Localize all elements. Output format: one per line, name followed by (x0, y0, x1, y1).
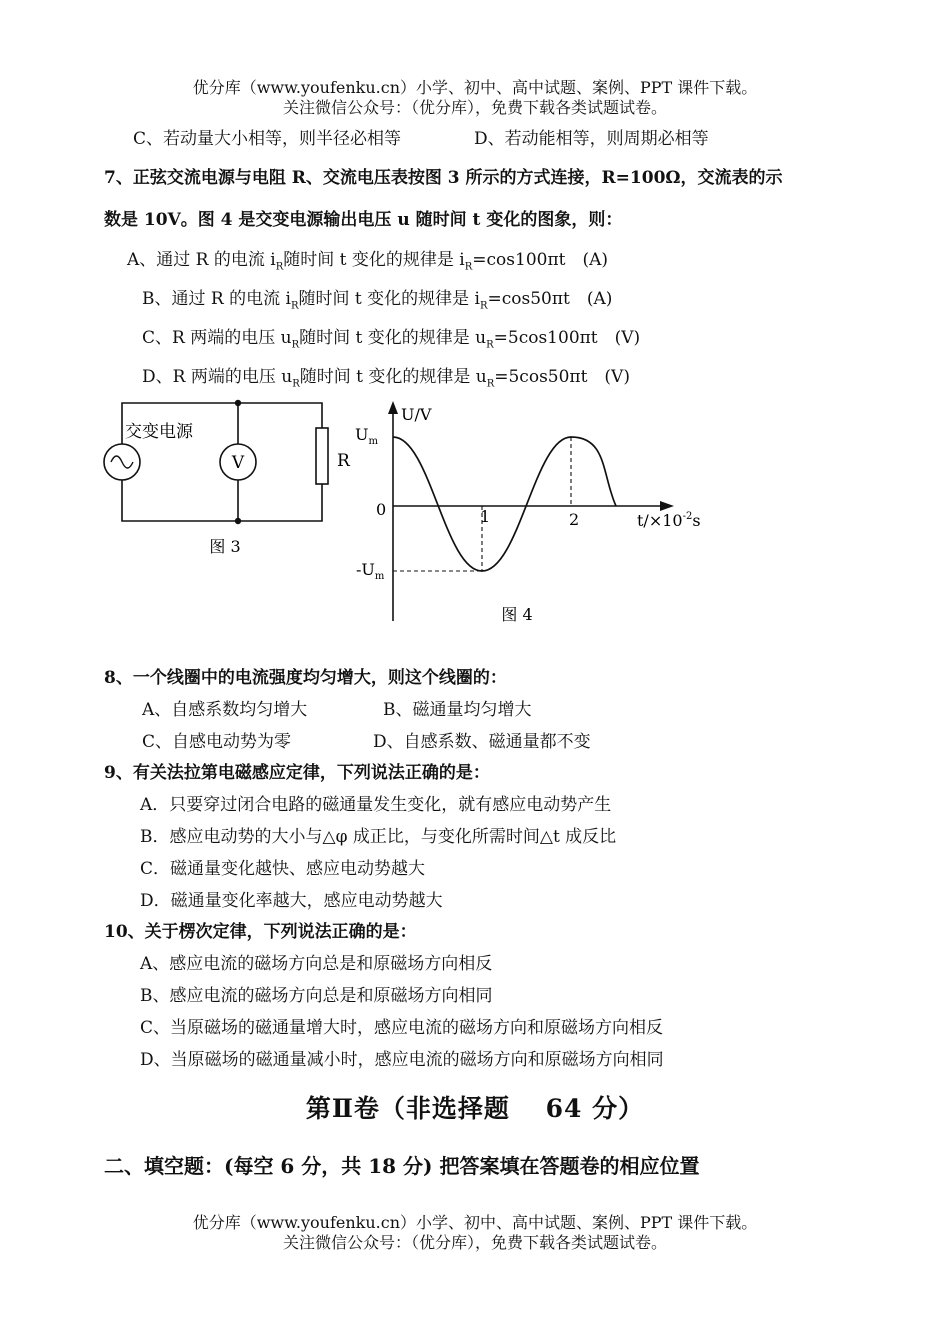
voltage-curve (393, 437, 616, 571)
q8-option-b: B、磁通量均匀增大 (383, 700, 532, 720)
y-axis-arrow (388, 401, 398, 414)
y-axis-label: U/V (401, 405, 432, 424)
q7-option-b: B、通过 R 的电流 $i_R$随时间 t 变化的规律是 $i_R=\cos 50\pi t$ (A) (142, 289, 613, 312)
voltmeter-label: V (231, 453, 245, 473)
resistor-symbol (316, 428, 328, 484)
resistor-label: R (337, 451, 350, 471)
q7-stem-line-1: 7、正弦交流电源与电阻 R、交流电压表按图 3 所示的方式连接，R=100Ω，交流表的示 (104, 168, 783, 188)
q10-option-d: D、当原磁场的磁通量减小时，感应电流的磁场方向和原磁场方向相同 (140, 1050, 664, 1070)
q10-option-a: A、感应电流的磁场方向总是和原磁场方向相反 (140, 954, 493, 974)
q9-stem: 9、有关法拉第电磁感应定律，下列说法正确的是： (104, 763, 490, 783)
q9-option-c: C．磁通量变化越快、感应电动势越大 (140, 859, 426, 879)
t-axis-label: $t/\times 10^{-2}s$ (637, 511, 701, 530)
q7-option-d: D、R 两端的电压 $u_R$随时间 t 变化的规律是 $u_R=5\cos 50\pi t$ (V) (142, 367, 630, 390)
header-line-2: 关注微信公众号：（优分库），免费下载各类试题试卷。 (282, 98, 667, 117)
neg-um-label: $-U_m$ (356, 560, 385, 582)
t-axis-arrow (660, 501, 674, 511)
q9-option-a: A．只要穿过闭合电路的磁通量发生变化，就有感应电动势产生 (140, 795, 612, 815)
q7-option-c: C、R 两端的电压 $u_R$随时间 t 变化的规律是 $u_R=5\cos 100\pi t$ (V) (142, 328, 641, 351)
footer-line-2: 关注微信公众号：（优分库），免费下载各类试题试卷。 (282, 1233, 667, 1252)
q10-option-b: B、感应电流的磁场方向总是和原磁场方向相同 (140, 986, 493, 1006)
part-2-title: 第Ⅱ卷（非选择题 64 分） (305, 1094, 645, 1123)
figure-4-caption: 图 4 (501, 605, 533, 624)
q8-option-c: C、自感电动势为零 (142, 732, 292, 752)
q6-option-d: D、若动能相等，则周期必相等 (474, 129, 709, 149)
figure-4-graph (340, 395, 705, 630)
footer-line-1: 优分库（www.youfenku.cn）小学、初中、高中试题、案例、PPT 课件下载。 (192, 1213, 758, 1232)
ac-source-label: 交变电源 (125, 422, 193, 442)
tick-1-label: 1 (480, 507, 491, 526)
q10-option-c: C、当原磁场的磁通量增大时，感应电流的磁场方向和原磁场方向相反 (140, 1018, 664, 1038)
q8-option-d: D、自感系数、磁通量都不变 (373, 732, 591, 752)
q9-option-b: B．感应电动势的大小与△φ 成正比，与变化所需时间△t 成反比 (140, 827, 617, 847)
origin-label: 0 (376, 500, 387, 519)
tick-2-label: 2 (569, 510, 580, 529)
q10-stem: 10、关于楞次定律，下列说法正确的是： (104, 922, 417, 942)
q8-stem: 8、一个线圈中的电流强度均匀增大，则这个线圈的： (104, 668, 507, 688)
junction-top (235, 400, 241, 406)
q7-stem-line-2: 数是 10V。图 4 是交变电源输出电压 u 随时间 t 变化的图象，则： (104, 210, 623, 230)
um-label: $U_m$ (355, 425, 378, 447)
q6-option-c: C、若动量大小相等，则半径必相等 (133, 129, 402, 149)
q7-option-a: A、通过 R 的电流 $i_R$随时间 t 变化的规律是 $i_R=\cos 100\pi t$ (A) (127, 250, 608, 273)
section-2-heading: 二、填空题：(每空 6 分，共 18 分) 把答案填在答题卷的相应位置 (104, 1154, 700, 1178)
q8-option-a: A、自感系数均匀增大 (142, 700, 308, 720)
junction-bottom (235, 518, 241, 524)
figure-3-caption: 图 3 (209, 537, 241, 556)
q9-option-d: D．磁通量变化率越大，感应电动势越大 (140, 891, 443, 911)
header-line-1: 优分库（www.youfenku.cn）小学、初中、高中试题、案例、PPT 课件下载。 (192, 78, 758, 97)
figure-3-circuit (95, 395, 365, 565)
